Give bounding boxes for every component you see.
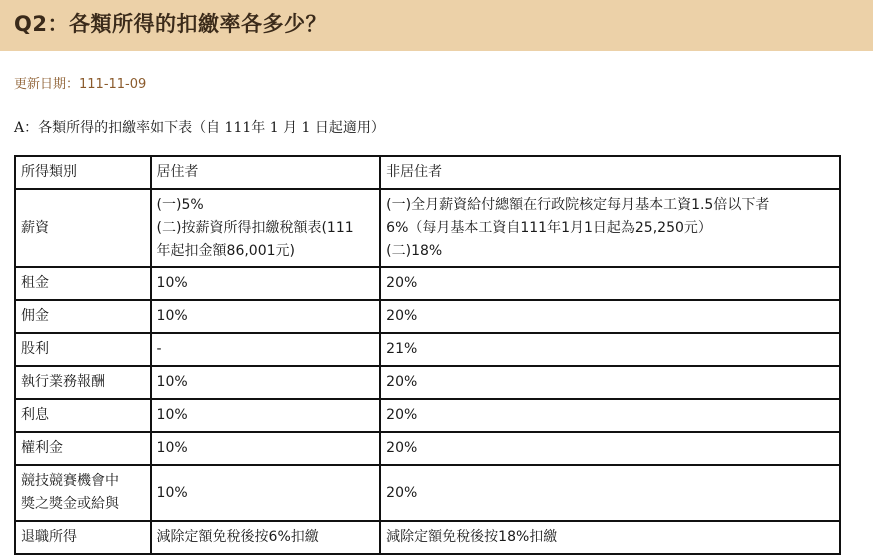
category-cell: 執行業務報酬 (15, 366, 151, 399)
resident-rate-cell: 10% (151, 465, 381, 521)
nonresident-rate-cell: 20% (380, 465, 840, 521)
category-cell: 利息 (15, 399, 151, 432)
category-cell: 薪資 (15, 189, 151, 267)
column-header-category: 所得類別 (15, 156, 151, 189)
category-cell: 退職所得 (15, 521, 151, 554)
table-row (15, 300, 840, 333)
resident-rate-cell: 減除定額免稅後按6%扣繳 (151, 521, 381, 554)
resident-rate-cell: 10% (151, 366, 381, 399)
table-header-row (15, 156, 840, 189)
resident-rate-cell: 10% (151, 267, 381, 300)
resident-rate-cell: 10% (151, 300, 381, 333)
table-row (15, 521, 840, 554)
column-header-nonresident: 非居住者 (380, 156, 840, 189)
nonresident-rate-cell: 20% (380, 432, 840, 465)
table-row (15, 432, 840, 465)
resident-rate-cell: 10% (151, 399, 381, 432)
category-line: 競技競賽機會中 (21, 473, 119, 489)
table-row (15, 399, 840, 432)
rate-line: (二)18% (386, 242, 443, 259)
nonresident-rate-cell: 20% (380, 366, 840, 399)
rate-line: 6%（每月基本工資自111年1月1日起為25,250元） (386, 219, 712, 236)
nonresident-rate-cell (380, 189, 840, 267)
rate-line: (一)全月薪資給付總額在行政院核定每月基本工資1.5倍以下者 (386, 196, 770, 213)
category-cell (15, 465, 151, 521)
nonresident-rate-cell: 20% (380, 399, 840, 432)
nonresident-rate-cell: 20% (380, 267, 840, 300)
category-cell: 權利金 (15, 432, 151, 465)
table-row (15, 366, 840, 399)
column-header-resident: 居住者 (151, 156, 381, 189)
withholding-rate-table (14, 155, 841, 555)
nonresident-rate-cell: 減除定額免稅後按18%扣繳 (380, 521, 840, 554)
page-header (0, 0, 873, 51)
category-cell: 佣金 (15, 300, 151, 333)
rate-line: (二)按薪資所得扣繳稅額表(111 (156, 219, 354, 236)
resident-rate-cell: - (151, 333, 381, 366)
nonresident-rate-cell: 20% (380, 300, 840, 333)
page-title: Q2：各類所得的扣繳率各多少？ (14, 12, 327, 36)
table-row (15, 189, 840, 267)
update-date: 更新日期：111-11-09 (14, 77, 147, 92)
category-cell: 股利 (15, 333, 151, 366)
answer-intro: A：各類所得的扣繳率如下表（自 111年 1 月 1 日起適用） (14, 120, 385, 136)
category-cell: 租金 (15, 267, 151, 300)
table-row (15, 465, 840, 521)
table-row (15, 267, 840, 300)
nonresident-rate-cell: 21% (380, 333, 840, 366)
rate-line: (一)5% (156, 196, 204, 213)
rate-line: 年起扣金額86,001元) (156, 242, 295, 259)
table-row (15, 333, 840, 366)
resident-rate-cell: 10% (151, 432, 381, 465)
category-line: 獎之獎金或給與 (21, 496, 119, 512)
resident-rate-cell (151, 189, 381, 267)
